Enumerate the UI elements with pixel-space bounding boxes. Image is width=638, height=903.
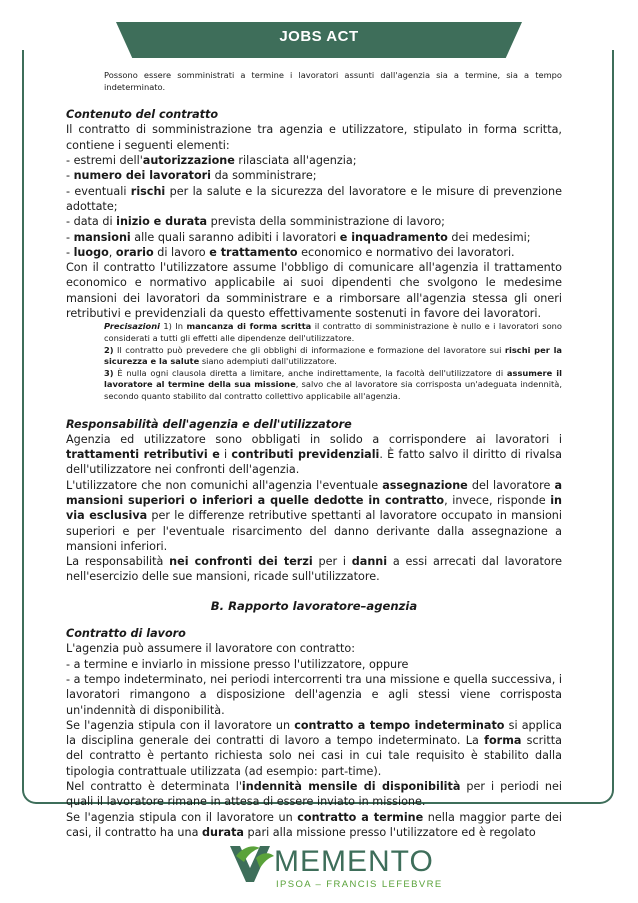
list-item: - mansioni alle quali saranno adibiti i lavoratori e inquadramento dei medesimi; — [66, 230, 531, 244]
paragraph: Se l'agenzia stipula con il lavoratore un contratto a termine nella maggior parte dei casi, il contratto ha una durata pari alla missione presso l'utilizzatore ed è regolato — [66, 810, 562, 839]
precisazioni-note: Precisazioni 1) In mancanza di forma scritta il contratto di somministrazione è nullo e i lavoratori sono considerati a tutti gli effetti alle dipendenze dell'utilizzatore. 2) Il contratto può prevedere che gli obblighi di informazione e formazione del lavoratore sui rischi per la sicurezza e la salute siano adempiuti dall'utilizzatore. 3) È nulla ogni clausola diretta a limitare, anche indirettamente, la facoltà dell'utilizzatore di assumere il lavoratore al termine della sua missione, salvo che al lavoratore sia corrisposta un'adeguata indennità, secondo quanto stabilito dal contratto collettivo applicabile all'agenzia. — [104, 321, 563, 401]
section-title: Responsabilità dell'agenzia e dell'utilizzatore — [66, 417, 352, 431]
logo-wordmark: MEMENTO — [274, 845, 434, 878]
paragraph: L'utilizzatore che non comunichi all'agenzia l'eventuale assegnazione del lavoratore a mansioni superiori o inferiori a quelle dedotte in contratto, invece, risponde in via esclusiva per le differenze retributive spettanti al lavoratore occupato in mansioni superiori e per l'eventuale risarcimento del danno derivante dalla assegnazione a mansioni inferiori. — [66, 478, 562, 553]
section-heading-b: B. Rapporto lavoratore–agenzia — [210, 598, 418, 613]
list-item: - data di inizio e durata prevista della somministrazione di lavoro; — [66, 215, 445, 229]
paragraph: Con il contratto l'utilizzatore assume l'obbligo di comunicare all'agenzia il trattamento economico e normativo applicabile ai suoi dipendenti che svolgono le medesime mansioni dei lavoratori da somministrare e a rimborsare all'agenzia stessa gli oneri retributivi e previdenziali da questo effettivamente sostenuti in favore dei lavoratori. — [66, 261, 562, 321]
list-item: - numero dei lavoratori da somministrare; — [66, 169, 317, 183]
intro-text: Possono essere somministrati a termine i lavoratori assunti dall'agenzia sia a termine, sia a tempo indeterminato. — [104, 70, 562, 92]
list-item: - a tempo indeterminato, nei periodi intercorrenti tra una missione e quella successiva, i lavoratori rimangono a disposizione dell'agenzia e agli stessi viene corrisposta un'indennità di disponibilità. — [66, 672, 562, 717]
paragraph: Agenzia ed utilizzatore sono obbligati in solido a corrispondere ai lavoratori i trattamenti retributivi e i contributi previdenziali. È fatto salvo il diritto di rivalsa dell'utilizzatore nei confronti dell'agenzia. — [66, 432, 562, 477]
paragraph: Il contratto di somministrazione tra agenzia e utilizzatore, stipulato in forma scritta, contiene i seguenti elementi: — [66, 123, 562, 152]
paragraph: Nel contratto è determinata l'indennità mensile di disponibilità per i periodi nei quali il lavoratore rimane in attesa di essere inviato in missione. — [66, 780, 562, 809]
section-title: Contratto di lavoro — [66, 627, 186, 641]
logo-subtitle: IPSOA – FRANCIS LEFEBVRE — [276, 879, 443, 890]
list-item: - eventuali rischi per la salute e la sicurezza del lavoratore e le misure di prevenzione adottate; — [66, 184, 562, 213]
list-item: - a termine e inviarlo in missione presso l'utilizzatore, oppure — [66, 657, 409, 671]
section-title: Contenuto del contratto — [66, 108, 219, 122]
list-item: - luogo, orario di lavoro e trattamento economico e normativo dei lavoratori. — [66, 245, 515, 259]
header-title: JOBS ACT — [279, 28, 359, 45]
page-content — [66, 70, 562, 840]
paragraph: L'agenzia può assumere il lavoratore con contratto: — [66, 642, 356, 656]
paragraph: Se l'agenzia stipula con il lavoratore un contratto a tempo indeterminato si applica la disciplina generale dei contratti di lavoro a tempo indeterminato. La forma scritta del contratto è pertanto richiesta solo nei casi in cui tale requisito è stabilito dalla tipologia contrattuale utilizzata (ad esempio: part-time). — [66, 718, 562, 778]
intro-note — [66, 70, 562, 93]
paragraph: La responsabilità nei confronti dei terzi per i danni a essi arrecati dal lavoratore nell'esercizio delle sue mansioni, ricade sull'utilizzatore. — [66, 555, 562, 584]
list-item: - estremi dell'autorizzazione rilasciata all'agenzia; — [66, 154, 357, 168]
